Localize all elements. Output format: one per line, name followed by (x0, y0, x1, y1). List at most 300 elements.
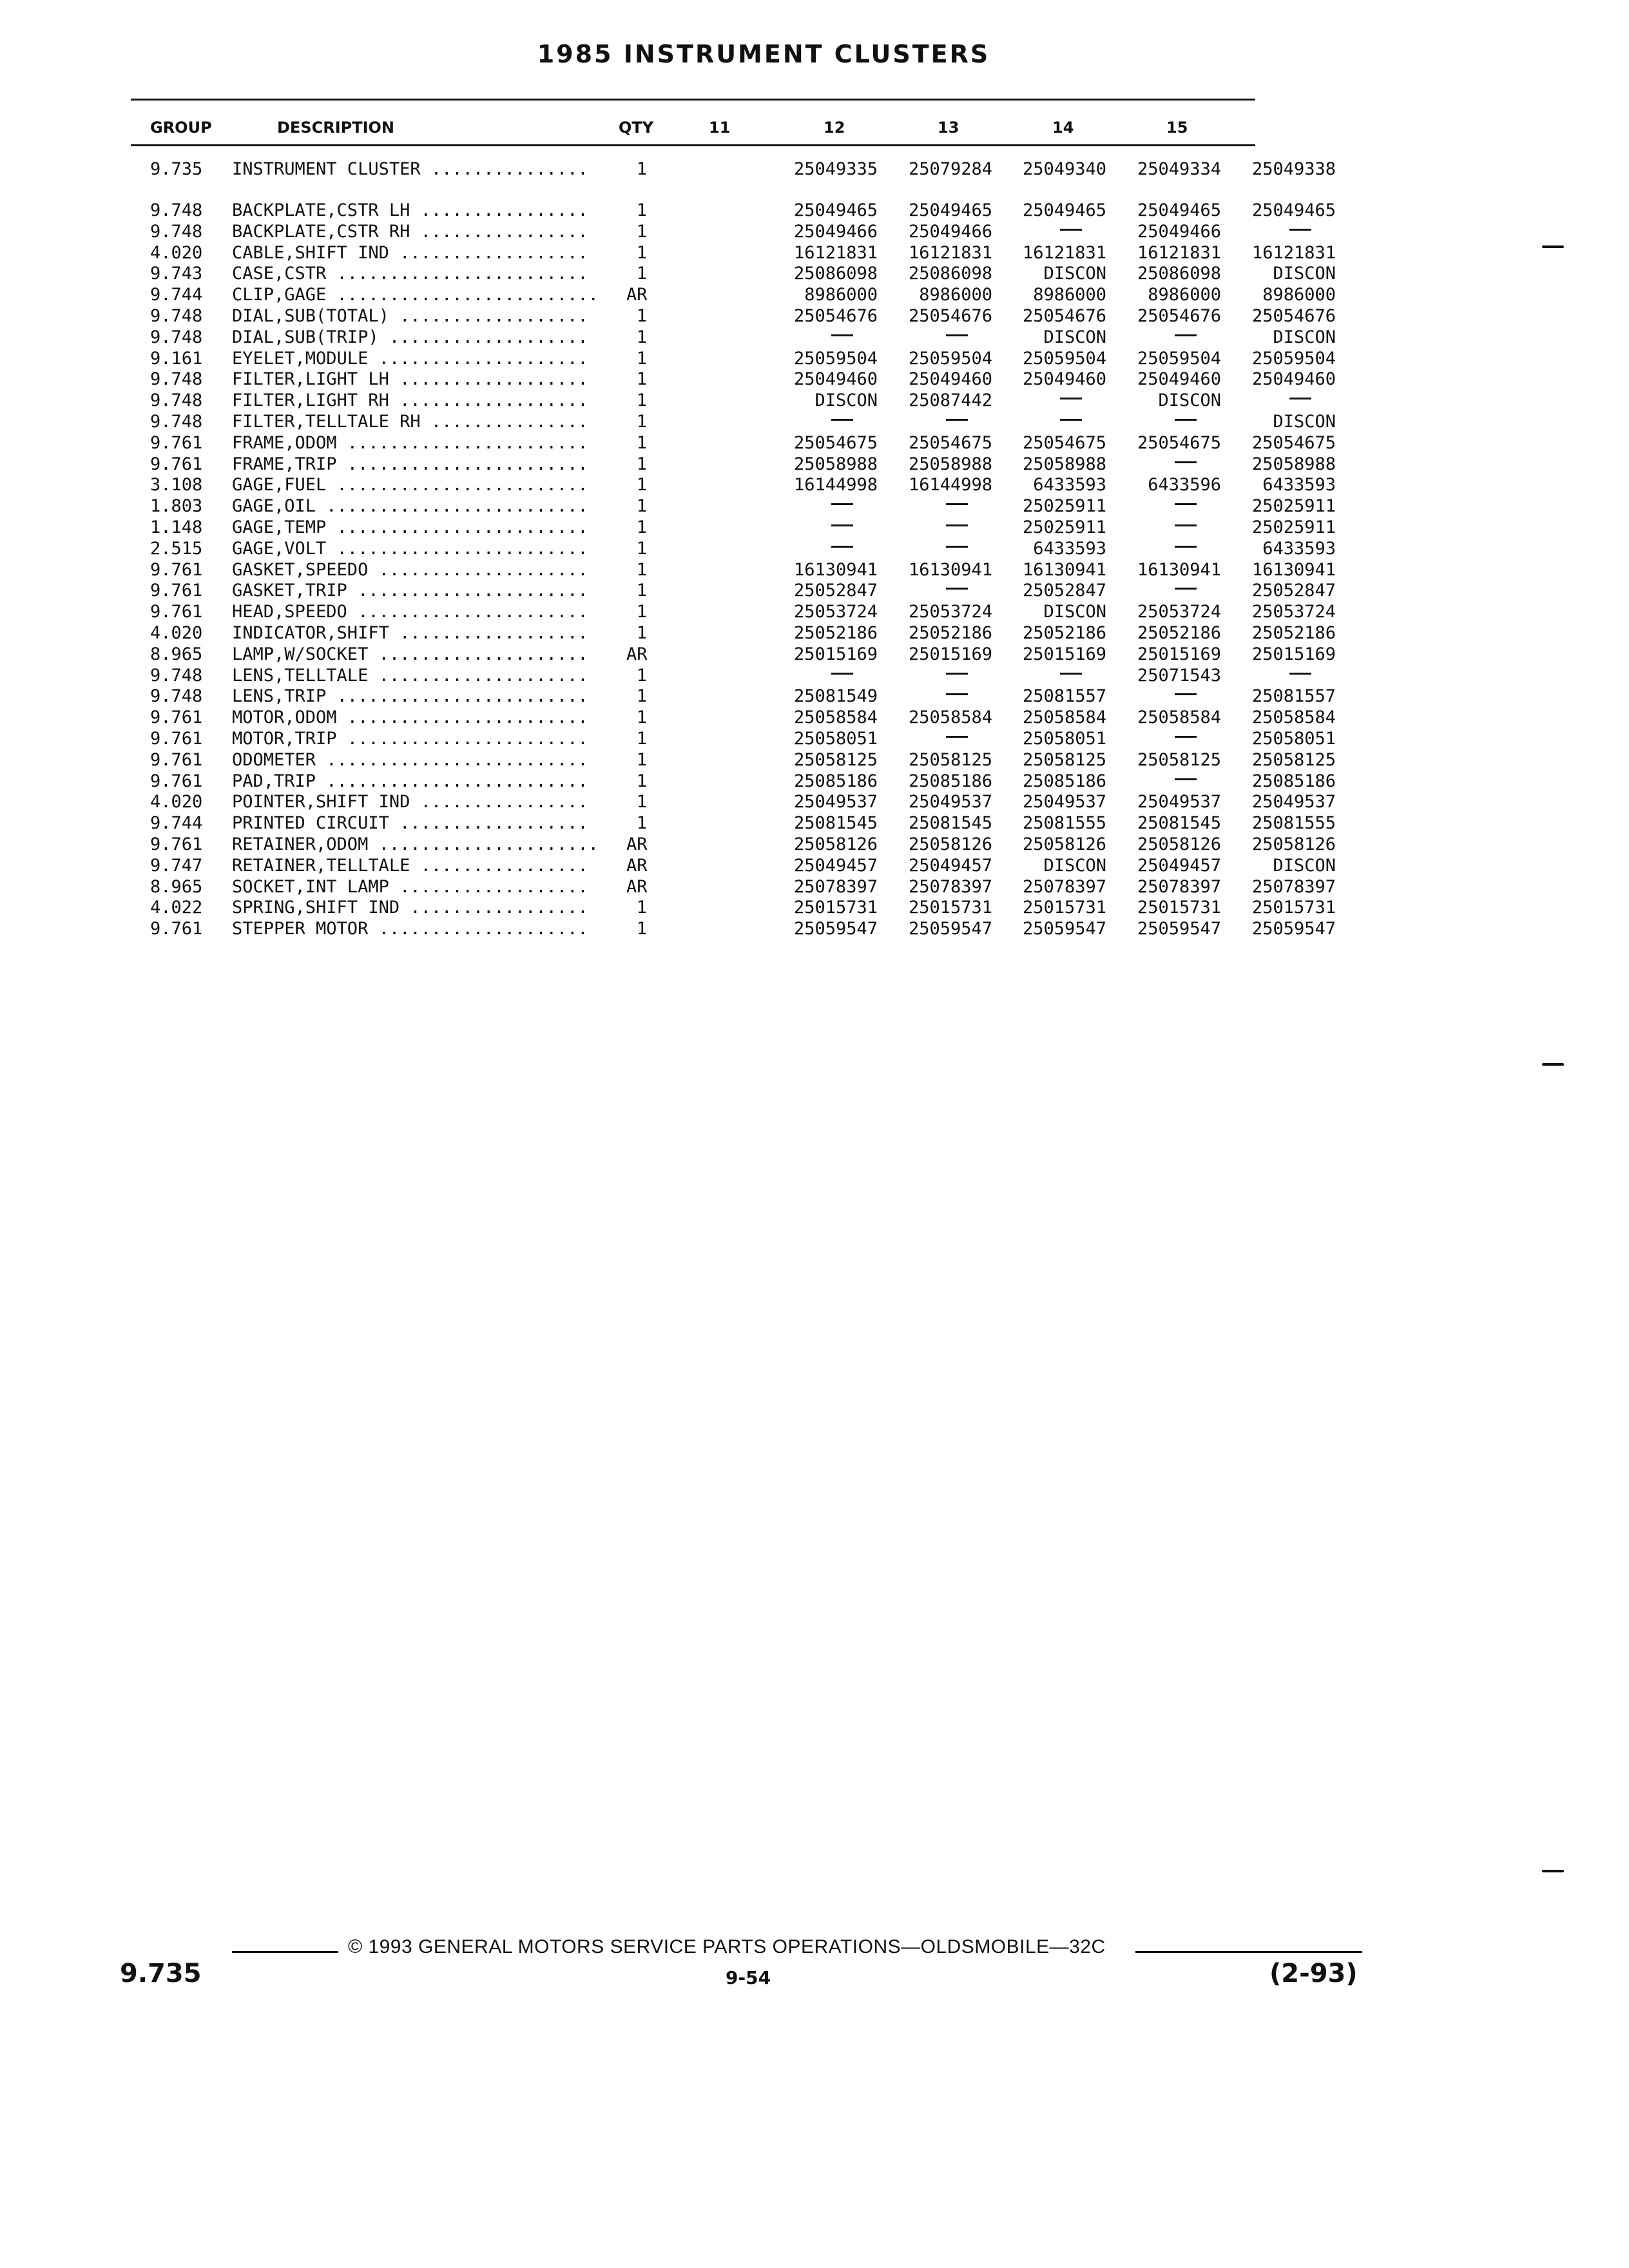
row-description: EYELET,MODULE .................... (232, 348, 588, 369)
header-col-12: 12 (824, 119, 845, 137)
part-number: 25052847 (1251, 581, 1336, 601)
header-col-15: 15 (1166, 119, 1188, 137)
table-row (0, 665, 1629, 686)
dash-mark (1175, 736, 1197, 738)
part-number: 25049465 (1022, 200, 1106, 220)
footer-copyright: © 1993 GENERAL MOTORS SERVICE PARTS OPERATIONS—OLDSMOBILE—32C (348, 1936, 1106, 1957)
part-number: 8986000 (804, 285, 878, 305)
table-row (0, 432, 1629, 454)
row-qty: 1 (636, 264, 647, 284)
part-number: 25025911 (1251, 496, 1336, 517)
part-number: 25058126 (1137, 834, 1221, 854)
part-number: 25049334 (1137, 159, 1221, 179)
dash-mark (1175, 503, 1197, 505)
part-number: 25049537 (793, 792, 878, 812)
row-qty: AR (626, 285, 648, 305)
part-number: 25054676 (793, 306, 878, 326)
row-group: 9.761 (150, 729, 203, 749)
row-group: 1.148 (150, 517, 203, 537)
table-row (0, 771, 1629, 792)
dash-mark (1175, 419, 1197, 421)
row-group: 9.748 (150, 412, 203, 432)
page-title: 1985 INSTRUMENT CLUSTERS (537, 40, 990, 68)
part-number: 25059547 (908, 919, 992, 939)
dash-mark (946, 419, 968, 421)
table-row (0, 159, 1629, 180)
part-number: 25085186 (793, 771, 878, 791)
part-number: 25052186 (1022, 623, 1106, 643)
row-group: 9.761 (150, 749, 203, 770)
row-qty: 1 (636, 159, 647, 179)
row-description: DIAL,SUB(TOTAL) .................. (232, 306, 588, 326)
row-qty: 1 (636, 898, 647, 918)
part-number: 25049466 (793, 221, 878, 242)
table-row (0, 559, 1629, 581)
row-description: CABLE,SHIFT IND .................. (232, 242, 588, 263)
part-number: 25049460 (793, 369, 878, 390)
part-number: 25049466 (1137, 221, 1221, 242)
part-number: 25049457 (908, 855, 992, 876)
row-qty: 1 (636, 792, 647, 812)
table-row (0, 517, 1629, 538)
part-number: 25054675 (1137, 432, 1221, 453)
dash-mark (1060, 673, 1082, 675)
part-number: 25058125 (1022, 749, 1106, 770)
part-number: 25058125 (908, 749, 992, 770)
row-description: BACKPLATE,CSTR RH ................ (232, 221, 588, 242)
part-number: 25058988 (1251, 454, 1336, 474)
row-qty: 1 (636, 200, 647, 220)
part-number: 8986000 (919, 285, 992, 305)
table-row (0, 474, 1629, 495)
part-number: 25052186 (1251, 623, 1336, 643)
part-number: 25049340 (1022, 159, 1106, 179)
part-number: 25025911 (1022, 517, 1106, 537)
part-number: DISCON (1043, 855, 1106, 876)
part-number: DISCON (1273, 855, 1336, 876)
margin-mark (1542, 1063, 1564, 1066)
row-group: 9.761 (150, 707, 203, 728)
part-number: 16144998 (793, 475, 878, 495)
row-qty: 1 (636, 496, 647, 517)
row-description: RETAINER,ODOM ..................... (232, 834, 599, 854)
table-row (0, 200, 1629, 221)
row-qty: 1 (636, 538, 647, 559)
part-number: 25049537 (1022, 792, 1106, 812)
part-number: 25058988 (908, 454, 992, 474)
part-number: 25049460 (1022, 369, 1106, 390)
row-group: 9.161 (150, 348, 203, 369)
part-number: 25058125 (793, 749, 878, 770)
row-qty: 1 (636, 306, 647, 326)
row-group: 9.748 (150, 390, 203, 411)
part-number: 25087442 (908, 390, 992, 411)
row-group: 9.744 (150, 285, 203, 305)
part-number: 25058126 (908, 834, 992, 854)
row-description: HEAD,SPEEDO ...................... (232, 602, 588, 622)
part-number: 25015731 (793, 898, 878, 918)
header-group: GROUP (150, 119, 212, 137)
row-qty: 1 (636, 327, 647, 347)
row-group: 4.022 (150, 898, 203, 918)
row-description: FRAME,TRIP ....................... (232, 454, 588, 474)
row-group: 4.020 (150, 792, 203, 812)
row-description: FILTER,TELLTALE RH ............... (232, 412, 588, 432)
dash-mark (946, 334, 968, 336)
table-row (0, 707, 1629, 728)
part-number: 25049457 (1137, 855, 1221, 876)
table-row (0, 855, 1629, 876)
part-number: 25049460 (908, 369, 992, 390)
table-row (0, 644, 1629, 665)
part-number: 8986000 (1262, 285, 1336, 305)
row-group: 9.761 (150, 454, 203, 474)
part-number: 25049466 (908, 221, 992, 242)
part-number: 25081557 (1022, 686, 1106, 707)
part-number: 25081545 (908, 813, 992, 834)
part-number: 25049465 (1137, 200, 1221, 220)
part-number: 25054676 (1137, 306, 1221, 326)
row-qty: 1 (636, 475, 647, 495)
row-description: SPRING,SHIFT IND ................. (232, 898, 588, 918)
part-number: 25058051 (1022, 729, 1106, 749)
footer-page-number: 9-54 (726, 1967, 771, 1988)
dash-mark (946, 693, 968, 695)
table-row (0, 876, 1629, 898)
part-number: 25049460 (1251, 369, 1336, 390)
header-top-rule (131, 99, 1255, 101)
dash-mark (946, 524, 968, 526)
part-number: 25049465 (1251, 200, 1336, 220)
table-row (0, 284, 1629, 305)
dash-mark (831, 334, 853, 336)
table-row (0, 791, 1629, 812)
table-row (0, 454, 1629, 475)
part-number: 25081557 (1251, 686, 1336, 707)
part-number: 25054675 (793, 432, 878, 453)
table-row (0, 495, 1629, 517)
row-group: 9.748 (150, 369, 203, 390)
part-number: DISCON (1043, 264, 1106, 284)
part-number: 16121831 (1137, 242, 1221, 263)
part-number: 25049335 (793, 159, 878, 179)
part-number: 25058988 (793, 454, 878, 474)
part-number: DISCON (1158, 390, 1221, 411)
row-description: PRINTED CIRCUIT .................. (232, 813, 588, 834)
part-number: 16121831 (908, 242, 992, 263)
row-group: 9.761 (150, 602, 203, 622)
row-description: MOTOR,TRIP ....................... (232, 729, 588, 749)
row-group: 8.965 (150, 644, 203, 664)
row-description: FILTER,LIGHT LH .................. (232, 369, 588, 390)
dash-mark (1060, 419, 1082, 421)
row-qty: 1 (636, 454, 647, 474)
row-group: 8.965 (150, 876, 203, 897)
row-qty: 1 (636, 517, 647, 537)
row-description: INDICATOR,SHIFT .................. (232, 623, 588, 643)
row-description: GAGE,FUEL ........................ (232, 475, 588, 495)
part-number: 25049457 (793, 855, 878, 876)
part-number: DISCON (1273, 264, 1336, 284)
dash-mark (1060, 398, 1082, 399)
dash-mark (1175, 334, 1197, 336)
footer-rule-left (232, 1951, 338, 1953)
row-qty: 1 (636, 623, 647, 643)
row-description: GAGE,VOLT ........................ (232, 538, 588, 559)
part-number: 25059504 (1137, 348, 1221, 369)
table-row (0, 348, 1629, 369)
dash-mark (831, 524, 853, 526)
part-number: 6433596 (1148, 475, 1221, 495)
part-number: 25049460 (1137, 369, 1221, 390)
part-number: DISCON (1043, 327, 1106, 347)
part-number: 25015731 (1251, 898, 1336, 918)
table-row (0, 812, 1629, 834)
row-group: 9.748 (150, 327, 203, 347)
table-row (0, 305, 1629, 327)
part-number: 25015731 (1022, 898, 1106, 918)
row-group: 9.748 (150, 686, 203, 707)
part-number: 25025911 (1022, 496, 1106, 517)
table-row (0, 834, 1629, 855)
dash-mark (1175, 778, 1197, 780)
part-number: 25052847 (793, 581, 878, 601)
dash-mark (831, 673, 853, 675)
part-number: 6433593 (1033, 475, 1106, 495)
part-number: 25015169 (793, 644, 878, 664)
row-qty: 1 (636, 242, 647, 263)
row-description: GAGE,TEMP ........................ (232, 517, 588, 537)
dash-mark (1060, 229, 1082, 231)
dash-mark (946, 503, 968, 505)
part-number: 25049537 (1137, 792, 1221, 812)
part-number: 25081555 (1251, 813, 1336, 834)
header-qty: QTY (619, 119, 654, 137)
footer-date-code: (2-93) (1269, 1959, 1358, 1988)
part-number: 16130941 (1251, 559, 1336, 580)
row-group: 9.761 (150, 834, 203, 854)
dash-mark (946, 546, 968, 548)
part-number: 25015169 (1251, 644, 1336, 664)
table-row (0, 369, 1629, 390)
part-number: 25086098 (793, 264, 878, 284)
part-number: 8986000 (1148, 285, 1221, 305)
margin-mark (1542, 245, 1564, 248)
part-number: 25059504 (908, 348, 992, 369)
row-description: FRAME,ODOM ....................... (232, 432, 588, 453)
part-number: 25058584 (1251, 707, 1336, 728)
part-number: 16144998 (908, 475, 992, 495)
part-number: 25052186 (908, 623, 992, 643)
dash-mark (1289, 673, 1311, 675)
row-group: 9.761 (150, 432, 203, 453)
part-number: 25086098 (1137, 264, 1221, 284)
part-number: 25058126 (1251, 834, 1336, 854)
header-col-11: 11 (709, 119, 731, 137)
row-description: LAMP,W/SOCKET .................... (232, 644, 588, 664)
part-number: 25078397 (908, 876, 992, 897)
row-description: RETAINER,TELLTALE ................ (232, 855, 588, 876)
part-number: 25081545 (1137, 813, 1221, 834)
table-row (0, 263, 1629, 284)
row-qty: 1 (636, 686, 647, 707)
row-group: 4.020 (150, 623, 203, 643)
part-number: 25058126 (793, 834, 878, 854)
part-number: 25059547 (1137, 919, 1221, 939)
row-group: 2.515 (150, 538, 203, 559)
part-number: 16121831 (1022, 242, 1106, 263)
part-number: 25052186 (793, 623, 878, 643)
part-number: 25078397 (1022, 876, 1106, 897)
table-row (0, 390, 1629, 411)
footer-group-number: 9.735 (120, 1959, 202, 1988)
header-col-14: 14 (1052, 119, 1074, 137)
part-number: 25059547 (1251, 919, 1336, 939)
part-number: 25058125 (1137, 749, 1221, 770)
part-number: 25085186 (908, 771, 992, 791)
dash-mark (831, 503, 853, 505)
row-qty: 1 (636, 729, 647, 749)
table-row (0, 242, 1629, 264)
part-number: 25059547 (793, 919, 878, 939)
row-description: BACKPLATE,CSTR LH ................ (232, 200, 588, 220)
row-qty: AR (626, 855, 648, 876)
part-number: DISCON (1273, 412, 1336, 432)
part-number: 25049537 (1251, 792, 1336, 812)
part-number: 25081545 (793, 813, 878, 834)
part-number: 25059504 (1022, 348, 1106, 369)
row-description: MOTOR,ODOM ....................... (232, 707, 588, 728)
part-number: 25059504 (1251, 348, 1336, 369)
table-row (0, 749, 1629, 771)
part-number: 25015731 (1137, 898, 1221, 918)
part-number: 25049537 (908, 792, 992, 812)
row-description: INSTRUMENT CLUSTER ............... (232, 159, 588, 179)
part-number: 6433593 (1262, 475, 1336, 495)
table-row (0, 622, 1629, 644)
part-number: 25058584 (793, 707, 878, 728)
dash-mark (1175, 546, 1197, 548)
row-group: 9.735 (150, 159, 203, 179)
part-number: 25058051 (793, 729, 878, 749)
row-group: 9.748 (150, 200, 203, 220)
row-group: 9.761 (150, 771, 203, 791)
part-number: 25025911 (1251, 517, 1336, 537)
part-number: 25058126 (1022, 834, 1106, 854)
part-number: 25015169 (1137, 644, 1221, 664)
row-description: SOCKET,INT LAMP .................. (232, 876, 588, 897)
row-group: 9.748 (150, 665, 203, 686)
part-number: 25049465 (908, 200, 992, 220)
part-number: 16121831 (793, 242, 878, 263)
row-qty: 1 (636, 707, 647, 728)
row-qty: 1 (636, 559, 647, 580)
row-description: GASKET,TRIP ...................... (232, 581, 588, 601)
part-number: 25086098 (908, 264, 992, 284)
part-number: 25054675 (1251, 432, 1336, 453)
part-number: 25078397 (1251, 876, 1336, 897)
part-number: 25058051 (1251, 729, 1336, 749)
row-description: CLIP,GAGE ......................... (232, 285, 599, 305)
table-row (0, 411, 1629, 432)
part-number: 16130941 (793, 559, 878, 580)
row-group: 9.761 (150, 919, 203, 939)
part-number: 25054676 (908, 306, 992, 326)
dash-mark (946, 673, 968, 675)
part-number: 25078397 (793, 876, 878, 897)
row-group: 9.761 (150, 559, 203, 580)
dash-mark (1175, 524, 1197, 526)
dash-mark (1289, 229, 1311, 231)
row-qty: 1 (636, 665, 647, 686)
table-row (0, 897, 1629, 918)
row-group: 9.743 (150, 264, 203, 284)
row-qty: 1 (636, 390, 647, 411)
table-row (0, 686, 1629, 707)
part-number: 8986000 (1033, 285, 1106, 305)
part-number: 25054675 (1022, 432, 1106, 453)
row-group: 9.748 (150, 306, 203, 326)
part-number: 25049338 (1251, 159, 1336, 179)
row-group: 1.803 (150, 496, 203, 517)
row-qty: 1 (636, 602, 647, 622)
table-row (0, 327, 1629, 348)
row-qty: AR (626, 644, 648, 664)
row-qty: 1 (636, 412, 647, 432)
dash-mark (1175, 461, 1197, 463)
part-number: 25058125 (1251, 749, 1336, 770)
row-qty: AR (626, 876, 648, 897)
row-description: GAGE,OIL ......................... (232, 496, 588, 517)
row-qty: 1 (636, 369, 647, 390)
row-group: 4.020 (150, 242, 203, 263)
row-group: 9.748 (150, 221, 203, 242)
part-number: 25053724 (908, 602, 992, 622)
row-qty: 1 (636, 771, 647, 791)
part-number: 25054676 (1022, 306, 1106, 326)
part-number: DISCON (1273, 327, 1336, 347)
row-description: ODOMETER ......................... (232, 749, 588, 770)
dash-mark (1175, 588, 1197, 590)
part-number: 25081555 (1022, 813, 1106, 834)
dash-mark (946, 736, 968, 738)
part-number: 25058988 (1022, 454, 1106, 474)
part-number: 25015731 (908, 898, 992, 918)
part-number: 25054676 (1251, 306, 1336, 326)
table-row (0, 601, 1629, 622)
row-qty: 1 (636, 813, 647, 834)
part-number: 25053724 (1137, 602, 1221, 622)
row-group: 9.761 (150, 581, 203, 601)
margin-mark (1542, 1870, 1564, 1872)
row-description: LENS,TELLTALE .................... (232, 665, 588, 686)
part-number: 25053724 (793, 602, 878, 622)
table-row (0, 728, 1629, 749)
row-description: POINTER,SHIFT IND ................ (232, 792, 588, 812)
part-number: 25049465 (793, 200, 878, 220)
row-qty: 1 (636, 581, 647, 601)
part-number: 25081549 (793, 686, 878, 707)
row-description: CASE,CSTR ........................ (232, 264, 588, 284)
row-description: STEPPER MOTOR .................... (232, 919, 588, 939)
row-qty: 1 (636, 348, 647, 369)
part-number: 25071543 (1137, 665, 1221, 686)
row-qty: 1 (636, 432, 647, 453)
part-number: 25052186 (1137, 623, 1221, 643)
dash-mark (1175, 693, 1197, 695)
header-col-13: 13 (938, 119, 959, 137)
part-number: 16130941 (1137, 559, 1221, 580)
